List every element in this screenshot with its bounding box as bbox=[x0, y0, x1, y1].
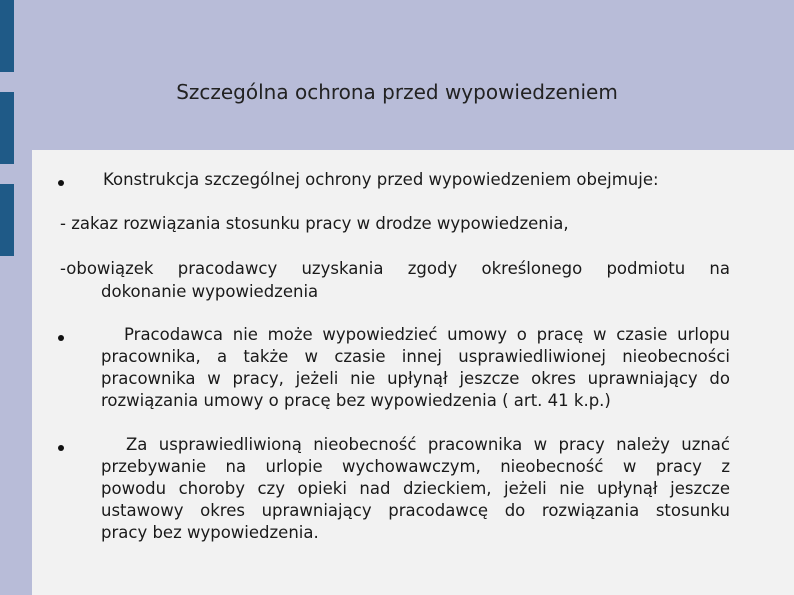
obowiazek-line-1: -obowiązek pracodawcy uzyskania zgody określonego podmiotu na bbox=[60, 259, 730, 278]
bullet1-text: Konstrukcja szczególnej ochrony przed wypowiedzeniem obejmuje: bbox=[103, 170, 659, 189]
bullet3-line: pracy bez wypowiedzenia. bbox=[101, 523, 319, 542]
bullet2-line: pracownika, a także w czasie innej usprawiedliwionej nieobecności bbox=[101, 347, 730, 366]
bullet3-line: powodu choroby czy opieki nad dzieckiem, jeżeli nie upłynął jeszcze bbox=[101, 479, 730, 498]
bullet-icon bbox=[58, 445, 64, 451]
bullet-icon bbox=[58, 335, 64, 341]
bullet-icon bbox=[58, 180, 64, 186]
obowiazek-line-2: dokonanie wypowiedzenia bbox=[101, 282, 319, 301]
bullet3-line: Za usprawiedliwioną nieobecność pracownika w pracy należy uznać bbox=[126, 435, 730, 454]
content-area bbox=[32, 150, 794, 595]
bullet2-line: rozwiązania umowy o pracę bez wypowiedzenia ( art. 41 k.p.) bbox=[101, 391, 611, 410]
accent-bar bbox=[0, 184, 14, 256]
bullet3-line: przebywanie na urlopie wychowawczym, nieobecność w pracy z bbox=[101, 457, 730, 476]
bullet2-line: Pracodawca nie może wypowiedzieć umowy o pracę w czasie urlopu bbox=[124, 325, 730, 344]
slide-title: Szczególna ochrona przed wypowiedzeniem bbox=[176, 80, 618, 104]
bullet3-line: ustawowy okres uprawniający pracodawcę do rozwiązania stosunku bbox=[101, 501, 730, 520]
zakaz-line: - zakaz rozwiązania stosunku pracy w drodze wypowiedzenia, bbox=[60, 214, 569, 233]
bullet2-line: pracownika w pracy, jeżeli nie upłynął jeszcze okres uprawniający do bbox=[101, 369, 730, 388]
accent-bar bbox=[0, 0, 14, 72]
